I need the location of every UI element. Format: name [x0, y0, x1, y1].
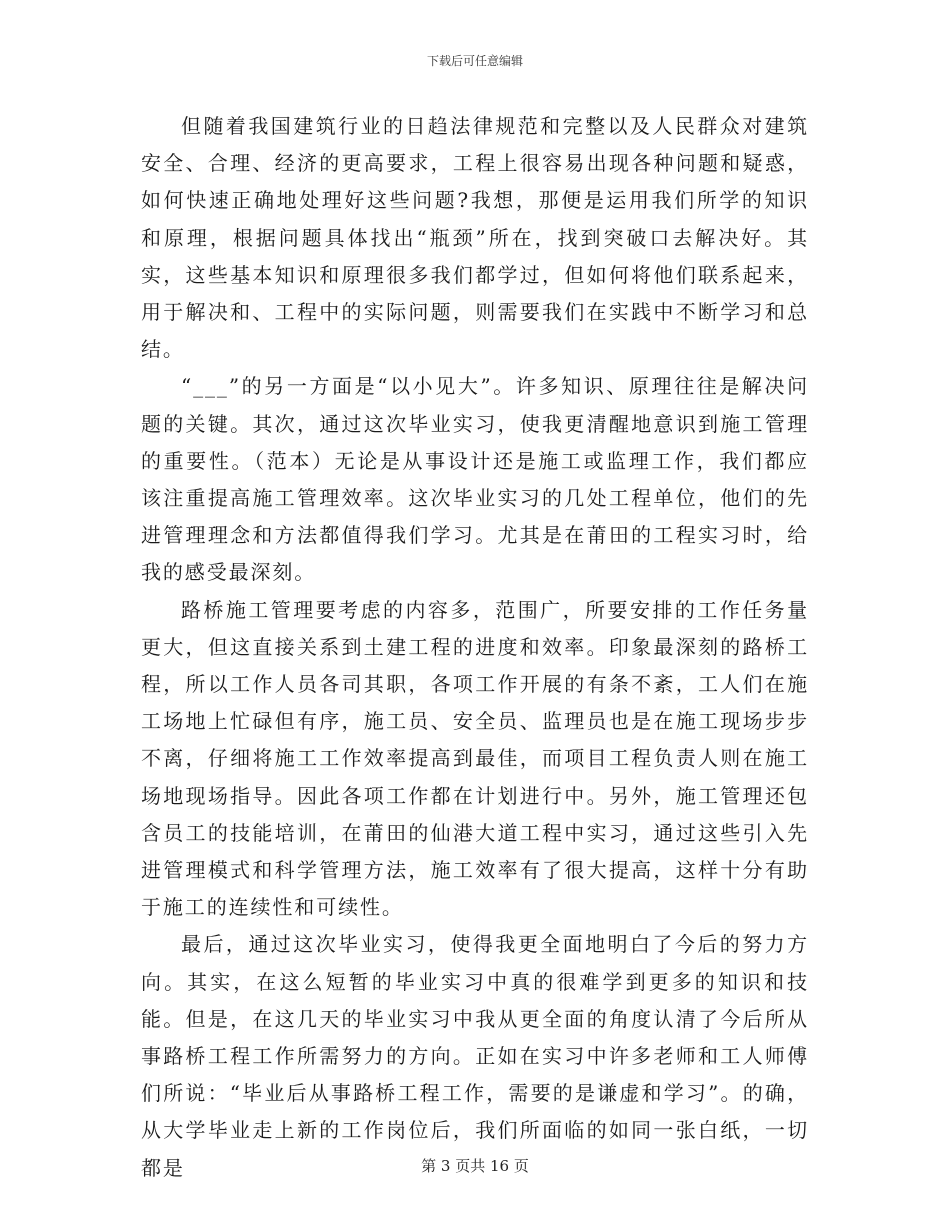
paragraph-2: “___”的另一方面是“以小见大”。许多知识、原理往往是解决问题的关键。其次，通过这次毕业实习，使我更清醒地意识到施工管理的重要性。（范本）无论是从事设计还是施工或监理工作，我们都应该注重提高施工管理效率。这次毕业实习的几处工程单位，他们的先进管理理念和方法都值得我们学习。尤其是在莆田的工程实习时，给我的感受最深刻。: [141, 374, 809, 585]
paragraph-1: 但随着我国建筑行业的日趋法律规范和完整以及人民群众对建筑安全、合理、经济的更高要求，工程上很容易出现各种问题和疑惑，如何快速正确地处理好这些问题?我想，那便是运用我们所学的知识和原理，根据问题具体找出“瓶颈”所在，找到突破口去解决好。其实，这些基本知识和原理很多我们都学过，但如何将他们联系起来，用于解决和、工程中的实际问题，则需要我们在实践中不断学习和总结。: [141, 114, 809, 362]
page-footer: 第 3 页共 16 页: [421, 1157, 529, 1175]
page-header: 下载后可任意编辑: [426, 54, 523, 68]
document-body: [141, 108, 809, 1187]
paragraph-4: 最后，通过这次毕业实习，使得我更全面地明白了今后的努力方向。其实，在这么短暂的毕业实习中真的很难学到更多的知识和技能。但是，在这几天的毕业实习中我从更全面的角度认清了今后所从事路桥工程工作所需努力的方向。正如在实习中许多老师和工人师傅们所说：“毕业后从事路桥工程工作，需要的是谦虚和学习”。的确，从大学毕业走上新的工作岗位后，我们所面临的如同一张白纸，一切都是: [141, 932, 809, 1180]
paragraph-3: 路桥施工管理要考虑的内容多，范围广，所要安排的工作任务量更大，但这直接关系到土建工程的进度和效率。印象最深刻的路桥工程，所以工作人员各司其职，各项工作开展的有条不紊，工人们在施工场地上忙碌但有序，施工员、安全员、监理员也是在施工现场步步不离，仔细将施工工作效率提高到最佳，而项目工程负责人则在施工场地现场指导。因此各项工作都在计划进行中。另外，施工管理还包含员工的技能培训，在莆田的仙港大道工程中实习，通过这些引入先进管理模式和科学管理方法，施工效率有了很大提高，这样十分有助于施工的连续性和可续性。: [141, 597, 809, 920]
